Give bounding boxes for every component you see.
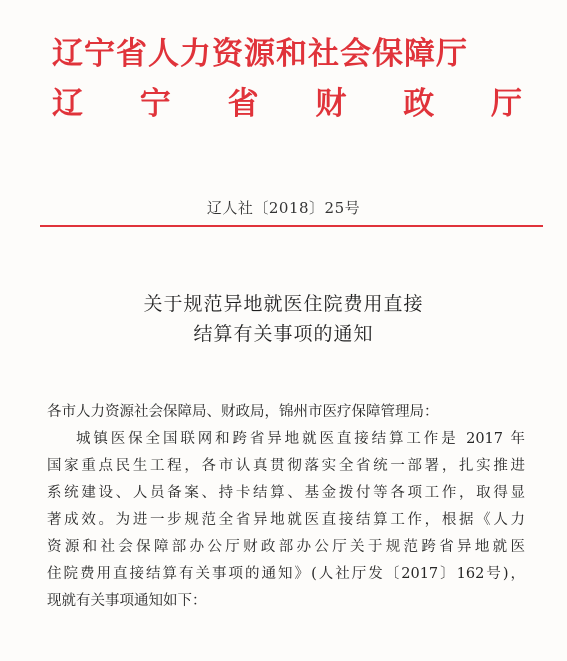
issuer-line-2-char: 厅 [490, 86, 522, 122]
issuer-line-2-char: 宁 [139, 86, 171, 122]
red-divider-line [40, 225, 543, 227]
paragraph-line: 国家重点民生工程，各市认真贯彻落实全省统一部署，扎实推进 [47, 458, 525, 474]
salutation: 各市人力资源社会保障局、财政局，锦州市医疗保障管理局： [47, 404, 439, 420]
document-title-line-1: 关于规范异地就医住院费用直接 [143, 293, 424, 315]
paragraph-line: 资源和社会保障部办公厅财政部办公厅关于规范跨省异地就医 [47, 539, 525, 555]
issuer-line-2-char: 辽 [52, 86, 83, 122]
issuer-line-2-char: 政 [403, 86, 435, 122]
paragraph-line: 现就有关事项通知如下： [47, 593, 207, 609]
document-body [47, 399, 525, 615]
issuer-line-1: 辽宁省人力资源和社会保障厅 [52, 36, 468, 72]
document-title-line-2: 结算有关事项的通知 [193, 323, 374, 345]
paragraph-line: 城镇医保全国联网和跨省异地就医直接结算工作是 2017 年 [76, 431, 525, 447]
document-number: 辽人社〔2018〕25号 [206, 199, 361, 217]
paragraph-line: 住院费用直接结算有关事项的通知》(人社厅发〔2017〕162号)， [47, 566, 525, 582]
issuer-line-2-char: 省 [227, 86, 259, 122]
issuer-line-2-char: 财 [315, 86, 347, 122]
issuer-line-2 [52, 78, 522, 123]
document-title [0, 289, 567, 349]
paragraph-line: 著成效。为进一步规范全省异地就医直接结算工作，根据《人力 [47, 512, 525, 528]
paragraph-line: 系统建设、人员备案、持卡结算、基金拨付等各项工作，取得显 [47, 485, 525, 501]
